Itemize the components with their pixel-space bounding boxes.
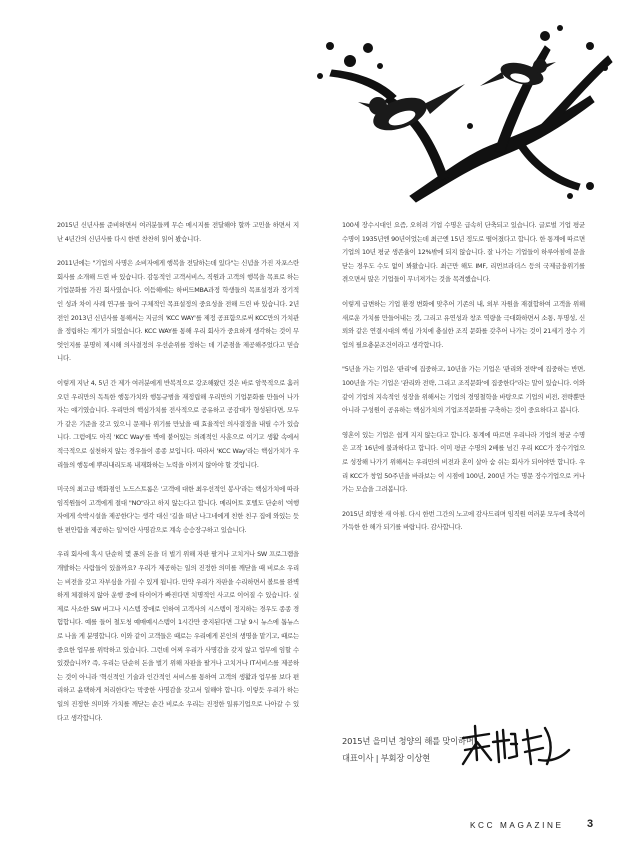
bird-illustration <box>358 84 465 137</box>
paragraph: 2015년 희망찬 새 아침. 다시 한번 그간의 노고에 감사드리며 임직원 여러분 모두에 축복이 가득한 한 해가 되기를 바랍니다. 감사합니다. <box>342 509 585 532</box>
paragraph: 2015년 신년사를 준비하면서 여러분들께 무슨 메시지를 전달해야 할까 고민을 하면서 지난 4년간의 신년사를 다시 한번 찬찬히 읽어 봤습니다. <box>57 221 299 243</box>
paragraph: 영혼이 있는 기업은 쉽게 지지 않는다고 합니다. 통계에 따르면 우리나라 기업의 평균 수명은 고작 16년에 불과하다고 합니다. 이미 평균 수명의 2배를 넘긴 우리 KCC가 장수기업으로 성장해 나가기 위해서는 우리만의 비전과 혼이 살아 숨 쉬는 회사가 되어야만 합니다. 우리 KCC가 창업 50주년을 바라보는 이 시점에 100년, 200년 가는 명문 장수기업으로 커나가는 모습을 그려봅니다. <box>342 430 585 494</box>
right-column <box>342 219 585 546</box>
paragraph: 우리 회사에 혹시 단순히 몇 푼의 돈을 더 벌기 위해 자판 팔거나 고치거나 SW 프로그램을 개발하는 사람들이 있을까요? 우리가 제공하는 일의 진정한 의미를 깨닫을 때 비로소 우리는 비전을 갖고 자부심을 가질 수 있게 됩니다. 만약 우리가 자판을 수리하면서 볼트를 완벽하게 체결하지 않아 운행 중에 타이어가 빠진다면 치명적인 사고로 이어질 수 있습니다. 실제로 사소한 SW 버그나 시스템 장애로 인하여 고객사의 시스템이 정지하는 경우도 종종 경험합니다. 예를 들어 철도청 예매예시스템이 1시간만 중지된다면 그날 9시 뉴스에 톱뉴스로 나올 게 분명합니다. 이와 같이 고객들은 때로는 우리에게 본인의 생명을 맡기고, 때로는 중요한 업무를 위탁하고 있습니다. 그런데 어찌 우리가 사명감을 갖지 않고 업무에 임할 수 있겠습니까? 즉, 우리는 단순히 돈을 벌기 위해 자판을 팔거나 고치거나 IT서비스를 제공하는 것이 아니라 '혁신적인 기술과 인간적인 서비스를 통하여 고객의 생활과 업무를 보다 편리하고 윤택하게 처리한다'는 막중한 사명감을 갖고서 일해야 합니다. 이렇듯 우리가 하는 일의 진정한 의미와 가치를 깨닫는 순간 비로소 우리는 진정한 일류기업으로 나아갈 수 있다고 생각합니다. <box>57 550 299 722</box>
page-number: 3 <box>587 818 594 830</box>
footer-magazine-title: KCC MAGAZINE <box>470 821 564 830</box>
paragraph: 미국의 최고급 백화점인 노드스트롬은 '고객에 대한 최우선적인 봉사'라는 핵심가치에 따라 임직원들이 고객에게 절대 "NO"라고 하지 않는다고 합니다. 메리어트 호텔도 단순히 '여행자에게 숙박시설을 제공한다'는 생각 대신 '길을 떠난 나그네에게 친한 친구 집에 와있는 듯한 편안함을 제공하는 일'이란 사명감으로 계속 승승장구하고 있습니다. <box>57 485 299 534</box>
signature-author: 대표이사 | 부회장 이상현 <box>342 753 431 763</box>
ink-branch-birds-illustration <box>290 6 620 206</box>
paragraph: 2011년에는 "기업의 사명은 소비자에게 행복을 전달하는데 있다"는 신념을 가진 자포스란 회사를 소개해 드린 바 있습니다. 감동적인 고객서비스, 직원과 고객의 행복을 목표로 하는 기업문화를 가진 회사였습니다. 이듬해에는 하버드MBA과정 학생들의 목표설정과 장기적인 성과 차이 사례 연구를 들어 구체적인 목표설정의 중요성을 전해 드린 바 있습니다. 2년 전인 2013년 신년사를 통해서는 지금의 'KCC WAY'를 제정 공표함으로써 KCC만의 가치관을 정립하는 계기가 되었습니다. KCC WAY를 통해 우리 회사가 중요하게 생각하는 것이 무엇인지를 분명히 제시해 의사결정의 우선순위를 정하는 데 기준점을 제공해주었다고 믿습니다. <box>57 259 299 363</box>
paragraph: 이렇게 급변하는 기업 환경 변화에 맞추어 기존의 내, 외부 자원을 재결합하여 고객을 위해 새로운 가치를 만들어내는 것, 그리고 유연성과 창조 역량을 극대화하면서 소통, 투명성, 신뢰와 같은 연결시대의 핵심 가치에 충실한 조직 문화를 갖추어 나가는 것이 21세기 장수 기업의 필요충분조건이라고 생각합니다. <box>342 299 585 349</box>
handwritten-signature <box>455 720 575 770</box>
signature-occasion: 2015년 을미년 청양의 해를 맞이하며 <box>342 736 474 746</box>
paragraph: 이렇게 지난 4, 5년 간 제가 여러분에게 반복적으로 강조해왔던 것은 바로 암묵적으로 흘러오던 우리만의 독특한 행동가치와 행동규범을 재정립해 우리만의 기업문화를 만들어 나가자는 얘기였습니다. 우리만의 핵심가치를 전사적으로 공유하고 공감대가 형성된다면, 모두가 같은 기준을 갖고 있으니 문제나 위기를 만났을 때 효율적인 의사결정을 내릴 수가 있습니다. 그럼에도 아직 'KCC Way'를 벽에 붙어있는 의례적인 사훈으로 여기고 생활 속에서 적극적으로 실천하지 않는 경우들이 종종 보입니다. 따라서 'KCC Way'라는 핵심가치가 우리들의 행동에 뿌리내리도록 내재화하는 노력을 아끼지 않아야 할 것입니다. <box>57 378 299 469</box>
paragraph: "5년을 가는 기업은 '관리'에 집중하고, 10년을 가는 기업은 '관리와 전략'에 집중하는 반면, 100년을 가는 기업은 '관리와 전략, 그리고 조직문화'에 집중한다"라는 말이 있습니다. 이와 같이 기업의 지속적인 성장을 위해서는 기업의 경영철학을 바탕으로 기업의 비전, 전략뿐만 아니라 구성원이 공유하는 핵심가치의 기업조직문화를 구축하는 것이 중요하다고 봅니다. <box>342 365 585 415</box>
left-column <box>57 219 299 736</box>
bird-illustration <box>480 59 556 90</box>
paragraph: 100세 장수시대인 요즘, 오히려 기업 수명은 급속히 단축되고 있습니다. 글로벌 기업 평균 수명이 1935년엔 90년이었는데 최근엔 15년 정도로 떨어졌다고 합니다. 한 통계에 따르면 기업의 10년 평균 생존율이 12%밖에 되지 않습니다. 잘 나가는 기업들이 하루아침에 문을 닫는 경우도 수도 없이 봐왔습니다. 최근만 해도 IMF, 리먼브라더스 등의 국제금융위기를 겪으면서 많은 기업들이 무너져가는 것을 목격했습니다. <box>342 221 585 284</box>
